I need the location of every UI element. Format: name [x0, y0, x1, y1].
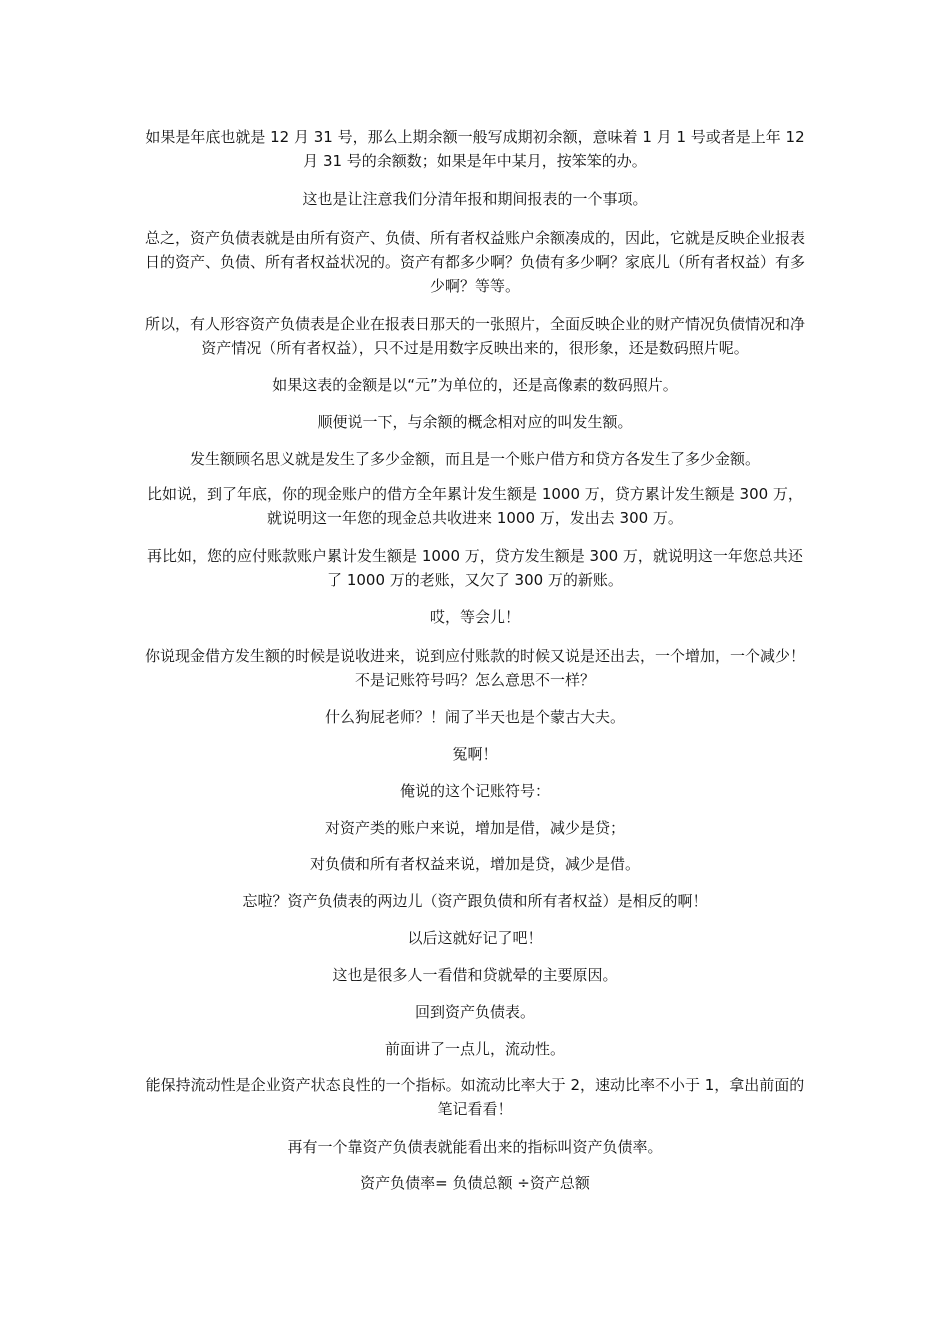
- paragraph-1: 如果是年底也就是 12 月 31 号，那么上期余额一般写成期初余额，意味着 1 月 1 号或者是上年 12 月 31 号的余额数；如果是年中某月，按笨笨的办。: [145, 128, 805, 170]
- paragraph-14: 俺说的这个记账符号：: [399, 782, 550, 800]
- paragraph-10: 哎，等会儿！: [429, 608, 520, 626]
- paragraph-16: 对负债和所有者权益来说，增加是贷，减少是借。: [309, 855, 640, 873]
- paragraph-22: 能保持流动性是企业资产状态良性的一个指标。如流动比率大于 2，速动比率不小于 1，拿出前面的笔记看看！: [145, 1076, 805, 1118]
- paragraph-4: 所以，有人形容资产负债表是企业在报表日那天的一张照片，全面反映企业的财产情况负债情况和净资产情况（所有者权益），只不过是用数字反映出来的，很形象，还是数码照片呢。: [144, 315, 805, 357]
- paragraph-5: 如果这表的金额是以“元”为单位的，还是高像素的数码照片。: [272, 376, 678, 394]
- paragraph-11: 你说现金借方发生额的时候是说收进来，说到应付账款的时候又说是还出去，一个增加，一个减少！不是记账符号吗？怎么意思不一样？: [144, 647, 805, 689]
- paragraph-6: 顺便说一下，与余额的概念相对应的叫发生额。: [317, 413, 633, 431]
- paragraph-7: 发生额顾名思义就是发生了多少金额，而且是一个账户借方和贷方各发生了多少金额。: [189, 450, 760, 468]
- paragraph-20: 回到资产负债表。: [414, 1003, 535, 1021]
- paragraph-2: 这也是让注意我们分清年报和期间报表的一个事项。: [302, 190, 648, 208]
- paragraph-9: 再比如，您的应付账款账户累计发生额是 1000 万，贷方发生额是 300 万，就说明这一年您总共还了 1000 万的老账，又欠了 300 万的新账。: [147, 547, 803, 589]
- paragraph-12: 什么狗屁老师？！闹了半天也是个蒙古大夫。: [324, 708, 625, 726]
- paragraph-21: 前面讲了一点儿，流动性。: [384, 1040, 565, 1058]
- paragraph-8: 比如说，到了年底，你的现金账户的借方全年累计发生额是 1000 万，贷方累计发生额是 300 万，就说明这一年您的现金总共收进来 1000 万，发出去 300 万。: [147, 485, 803, 527]
- paragraph-18: 以后这就好记了吧！: [407, 929, 543, 947]
- formula-line: 资产负债率= 负债总额 ÷资产总额: [360, 1174, 590, 1192]
- paragraph-15: 对资产类的账户来说，增加是借，减少是贷；: [324, 819, 625, 837]
- paragraph-3: 总之，资产负债表就是由所有资产、负债、所有者权益账户余额凑成的，因此，它就是反映企业报表日的资产、负债、所有者权益状况的。资产有都多少啊？负债有多少啊？家底儿（所有者权益）有多少啊？等等。: [144, 229, 805, 295]
- paragraph-13: 冤啊！: [452, 745, 498, 763]
- paragraph-17: 忘啦？资产负债表的两边儿（资产跟负债和所有者权益）是相反的啊！: [242, 892, 708, 910]
- paragraph-19: 这也是很多人一看借和贷就晕的主要原因。: [332, 966, 618, 984]
- paragraph-23: 再有一个靠资产负债表就能看出来的指标叫资产负债率。: [287, 1138, 663, 1156]
